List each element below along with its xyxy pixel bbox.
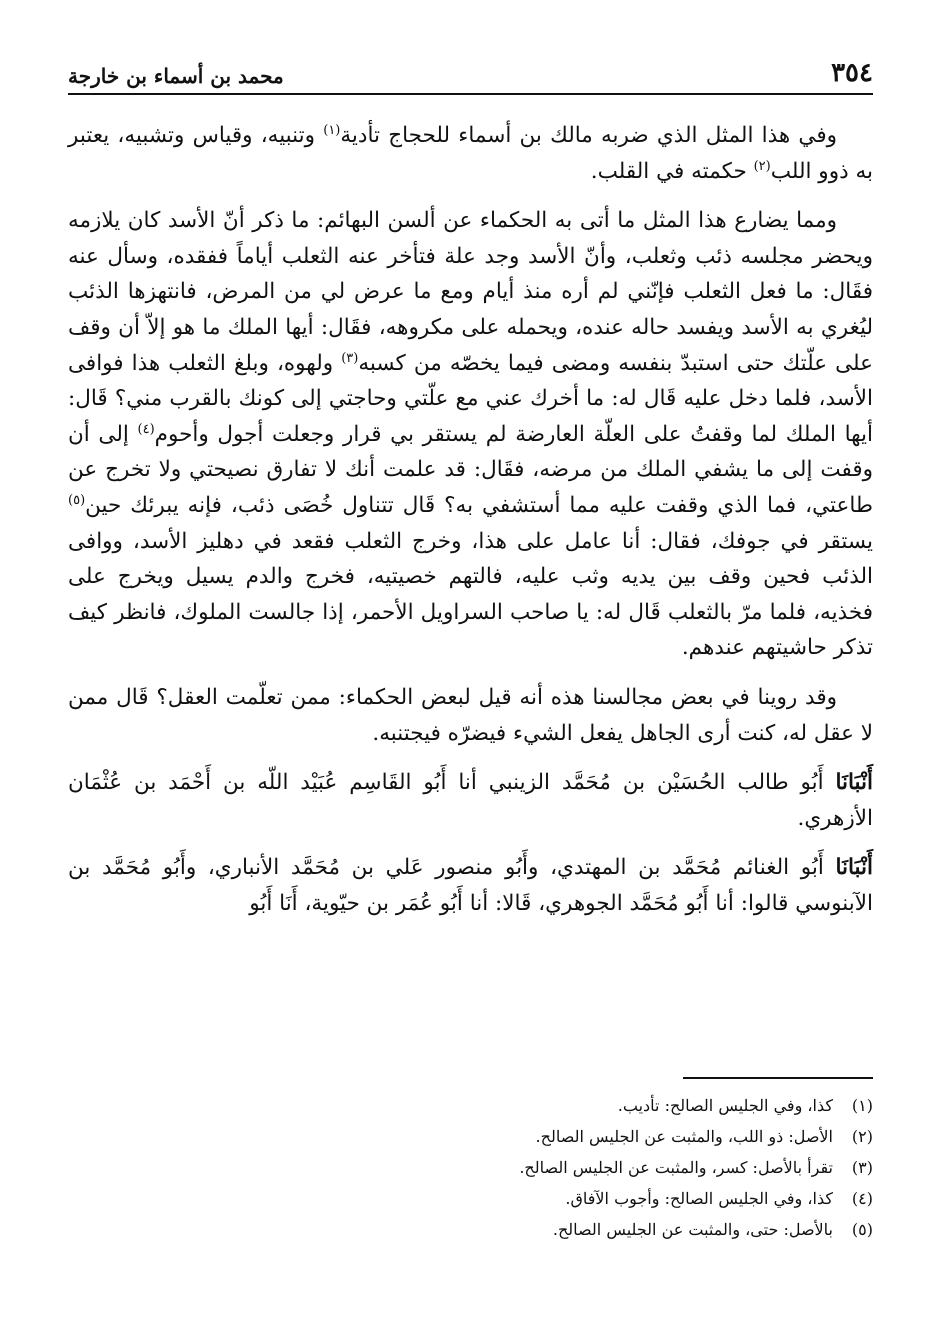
- footnote-reference: (٣): [341, 350, 359, 366]
- text-segment: ومما يضارع هذا المثل ما أتى به الحكماء عن ألسن البهائم: ما ذكر أنّ الأسد كان يلازمه ويحضر مجلسه ذئب وثعلب، وأنّ الأسد وجد علة فتأخر عنه الثعلب أياماً ففقده، وسأل عنه فقَال: ما فعل الثعلب فإنّني لم أره منذ أيام ومع ما عرض لي من المرض، فانتهزها الذئب ليُغري به الأسد ويفسد حاله عنده، ويحمله على مكروهه، فقَال: أيها الملك ما هو إلاّ أن وقف على علّتك حتى استبدّ بنفسه ومضى فيما يخصّه من كسبه: [68, 208, 873, 376]
- text-segment: حكمته في القلب.: [590, 158, 754, 184]
- text-segment: أَبُو طالب الحُسَيْن بن مُحَمَّد الزينبي أنا أَبُو القَاسِم عُبَيْد اللّه بن أَحْمَد بن عُثْمَان الأزهري.: [68, 770, 873, 831]
- footnotes: [68, 1090, 873, 1245]
- text-segment: يستقر في جوفك، فقال: أنا عامل على هذا، وخرج الثعلب فقعد في دهليز الأسد، ووافى الذئب فحين وقف بين يديه وثب عليه، فالتهم خصيتيه، فخرج والدم يسيل ويخرج على فخذيه، فلما مرّ بالثعلب قَال له: يا صاحب السراويل الأحمر، إذا جالست الملوك، فانظر كيف تذكر حاشيتهم عندهم.: [68, 528, 873, 661]
- body-paragraph: [68, 203, 873, 666]
- text-segment: وفي هذا المثل الذي ضربه مالك بن أسماء للحجاج تأدية: [340, 123, 837, 148]
- footnote-reference: (١): [323, 122, 341, 138]
- isnad-paragraph: [68, 850, 873, 921]
- footnote-reference: (٢): [753, 158, 771, 174]
- footnote: [68, 1090, 873, 1121]
- text-segment: ولهوه، وبلغ الثعلب هذا فوافى الأسد، فلما دخل عليه قَال له: ما أخرك عني مع علّتي وحاجتي إلى كونك بالقرب مني؟ قَال: أيها الملك لما وقفتُ على العلّة العارضة لم يستقر بي قرار وجعلت أجول وأحوم: [68, 350, 873, 447]
- page-number: ٣٥٤: [831, 58, 873, 88]
- body-paragraph: [68, 118, 873, 189]
- footnote-rule: [683, 1077, 873, 1079]
- running-title: محمد بن أسماء بن خارجة: [68, 64, 284, 88]
- text-segment: وتنبيه، وقياس وتشبيه، يعتبر به ذوو اللب: [68, 123, 873, 184]
- text-segment: وقد روينا في بعض مجالسنا هذه أنه قيل لبعض الحكماء: ممن تعلّمت العقل؟ قَال ممن لا عقل له، كنت أرى الجاهل يفعل الشيء فيضرّه فيجتنبه.: [68, 684, 873, 746]
- isnad-lead-word: أَنْبَانَا: [835, 855, 873, 881]
- footnote: [68, 1183, 873, 1214]
- footnote-text: تقرأ بالأصل: كسر، والمثبت عن الجليس الصالح.: [519, 1158, 833, 1177]
- footnote-number: (٤): [851, 1189, 873, 1208]
- isnad-lead-word: أَنْبَانَا: [835, 770, 873, 796]
- text-segment: إلى أن وقفت إلى ما يشفي الملك من مرضه، فقَال: قد علمت أنك لا تفارق نصيحتي ولا تخرج عن طاعتي، فما الذي وقفت عليه مما أستشفي به؟ قَال تتناول خُصَى ذئب، فإنه يبرئك حين: [68, 421, 873, 518]
- footnote-number: (٥): [851, 1220, 873, 1239]
- footnote-reference: (٤): [137, 421, 155, 437]
- page-header: [68, 48, 873, 88]
- footnote-text: بالأصل: حتى، والمثبت عن الجليس الصالح.: [552, 1220, 833, 1239]
- footnote-text: كذا، وفي الجليس الصالح: تأديب.: [617, 1096, 833, 1115]
- isnad-paragraph: [68, 765, 873, 836]
- footnote: [68, 1152, 873, 1183]
- footnote-text: كذا، وفي الجليس الصالح: وأجوب الآفاق.: [565, 1189, 833, 1208]
- footnote: [68, 1214, 873, 1245]
- body-paragraph: [68, 680, 873, 751]
- header-rule: [68, 93, 873, 95]
- footnote-number: (٢): [851, 1127, 873, 1146]
- text-segment: أَبُو الغنائم مُحَمَّد بن المهتدي، وأَبُو منصور عَلي بن مُحَمَّد الأنباري، وأَبُو مُحَمَّد بن الآبنوسي قالوا: أنا أَبُو مُحَمَّد الجوهري، قَالا: أنا أَبُو عُمَر بن حيّوية، أَنَا أَبُو: [68, 855, 873, 916]
- footnote-text: الأصل: ذو اللب، والمثبت عن الجليس الصالح.: [535, 1127, 833, 1146]
- footnote-number: (١): [851, 1096, 873, 1115]
- footnote-reference: (٥): [68, 492, 86, 508]
- main-text: [68, 118, 873, 935]
- footnote: [68, 1121, 873, 1152]
- footnote-number: (٣): [851, 1158, 873, 1177]
